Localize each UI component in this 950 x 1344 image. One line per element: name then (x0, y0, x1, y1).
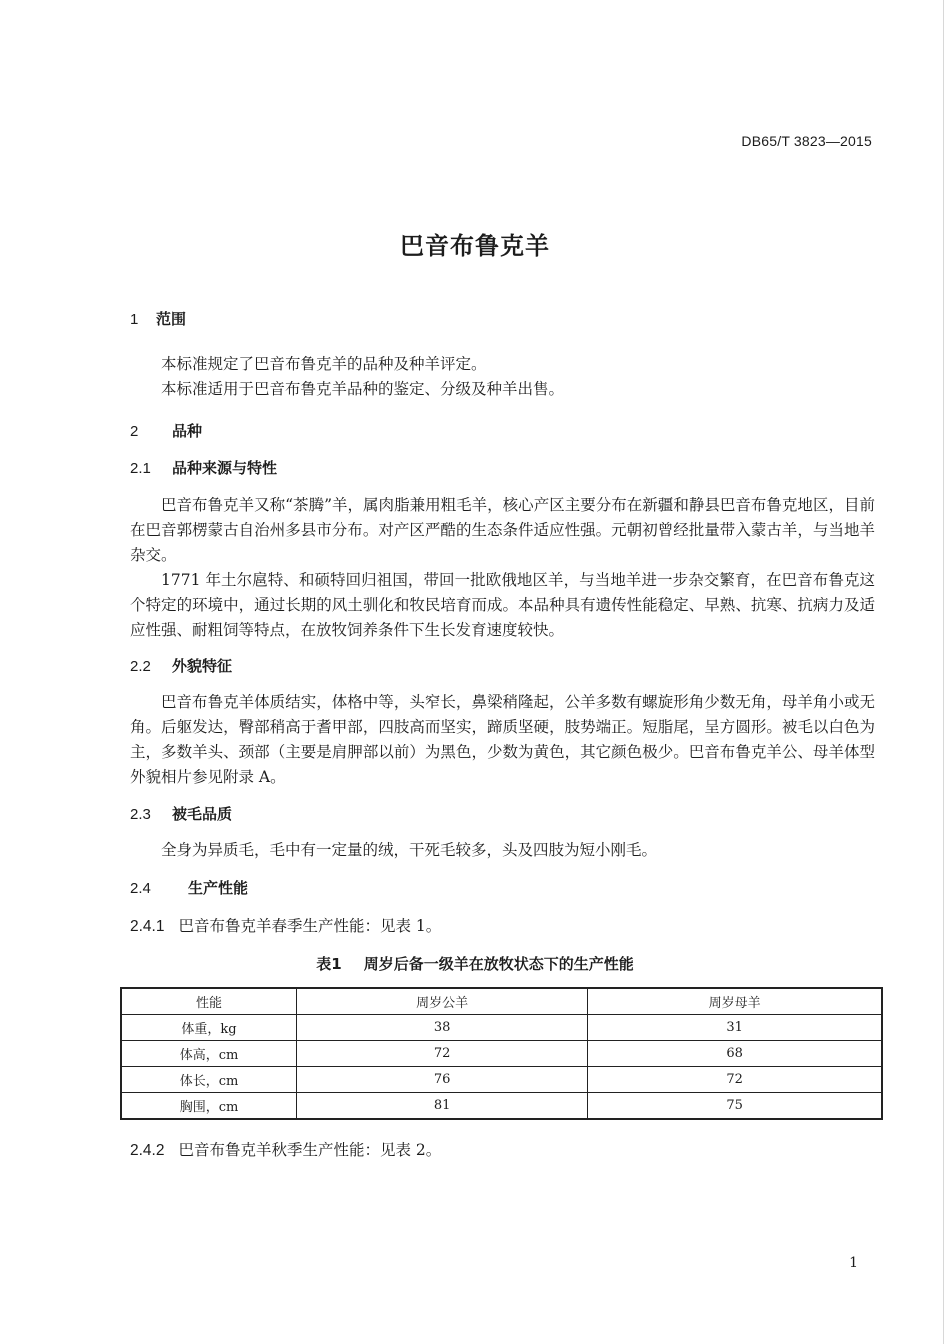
section-2-1-body (130, 493, 875, 643)
section-2-3-heading (130, 803, 232, 824)
table-1 (120, 987, 883, 1120)
section-number: 2.2 (130, 658, 151, 675)
section-title: 品种 (172, 422, 203, 440)
section-2-heading (130, 420, 202, 441)
table-label: 表1 (316, 955, 342, 973)
clause-2-4-2 (130, 1138, 441, 1160)
scan-edge-line (943, 0, 944, 1344)
table-cell: 75 (588, 1093, 882, 1120)
table-cell: 38 (297, 1015, 588, 1041)
section-number: 2 (130, 423, 139, 440)
clause-2-4-1 (130, 914, 441, 936)
table-cell: 81 (297, 1093, 588, 1120)
page-number: 1 (849, 1255, 858, 1271)
table-header-row (121, 988, 882, 1015)
table-header-cell: 周岁公羊 (297, 988, 588, 1015)
clause-number: 2.4.1 (130, 918, 165, 935)
document-code: DB65/T 3823—2015 (741, 133, 872, 149)
table-row (121, 1041, 882, 1067)
table-row (121, 1015, 882, 1041)
paragraph: 巴音布鲁克羊体质结实，体格中等，头窄长，鼻梁稍隆起，公羊多数有螺旋形角少数无角，母羊角小或无角。后躯发达，臀部稍高于耆甲部，四肢高而坚实，蹄质坚硬，肢势端正。短脂尾，呈方圆形。被毛以白色为主，多数羊头、颈部（主要是肩胛部以前）为黑色，少数为黄色，其它颜色极少。巴音布鲁克羊公、母羊体型外貌相片参见附录 A。 (130, 693, 875, 786)
table-cell: 31 (588, 1015, 882, 1041)
section-number: 2.4 (130, 880, 151, 897)
clause-text: 巴音布鲁克羊春季生产性能：见表 1。 (178, 917, 442, 935)
section-title: 品种来源与特性 (172, 459, 278, 477)
table-1-caption (0, 953, 950, 974)
table-cell: 72 (588, 1067, 882, 1093)
paragraph: 全身为异质毛，毛中有一定量的绒，干死毛较多，头及四肢为短小刚毛。 (161, 841, 658, 859)
section-title: 外貌特征 (172, 657, 233, 675)
table-cell: 体重，kg (121, 1015, 297, 1041)
clause-text: 巴音布鲁克羊秋季生产性能：见表 2。 (178, 1141, 442, 1159)
paragraph: 1771 年土尔扈特、和硕特回归祖国，带回一批欧俄地区羊，与当地羊进一步杂交繁育，在巴音布鲁克这个特定的环境中，通过长期的风土驯化和牧民培育而成。本品种具有遗传性能稳定、早熟、抗寒、抗病力及适应性强、耐粗饲等特点，在放牧饲养条件下生长发育速度较快。 (130, 571, 875, 639)
table-row (121, 1093, 882, 1120)
section-2-4-heading (130, 877, 248, 898)
section-title: 生产性能 (188, 879, 249, 897)
section-2-1-heading (130, 457, 277, 478)
table-caption-text: 周岁后备一级羊在放牧状态下的生产性能 (363, 955, 634, 973)
paragraph: 本标准适用于巴音布鲁克羊品种的鉴定、分级及种羊出售。 (161, 380, 565, 398)
section-title: 被毛品质 (172, 805, 233, 823)
section-2-2-body (130, 690, 875, 790)
section-1-body (130, 352, 875, 402)
table-cell: 体长，cm (121, 1067, 297, 1093)
table-cell: 72 (297, 1041, 588, 1067)
table-cell: 76 (297, 1067, 588, 1093)
section-number: 1 (130, 311, 139, 328)
paragraph: 巴音布鲁克羊又称“茶腾”羊，属肉脂兼用粗毛羊，核心产区主要分布在新疆和静县巴音布鲁克地区，目前在巴音郭楞蒙古自治州多县市分布。对产区严酷的生态条件适应性强。元朝初曾经批量带入蒙古羊，与当地羊杂交。 (130, 496, 875, 564)
section-number: 2.3 (130, 806, 151, 823)
page-title: 巴音布鲁克羊 (400, 232, 550, 260)
table-cell: 体高，cm (121, 1041, 297, 1067)
section-2-3-body (130, 838, 875, 863)
section-2-2-heading (130, 655, 232, 676)
table-cell: 68 (588, 1041, 882, 1067)
section-number: 2.1 (130, 460, 151, 477)
section-title: 范围 (156, 310, 187, 328)
paragraph: 本标准规定了巴音布鲁克羊的品种及种羊评定。 (161, 355, 487, 373)
section-1-heading (130, 308, 186, 329)
clause-number: 2.4.2 (130, 1142, 165, 1159)
table-cell: 胸围，cm (121, 1093, 297, 1120)
table-row (121, 1067, 882, 1093)
table-header-cell: 周岁母羊 (588, 988, 882, 1015)
table-header-cell: 性能 (121, 988, 297, 1015)
